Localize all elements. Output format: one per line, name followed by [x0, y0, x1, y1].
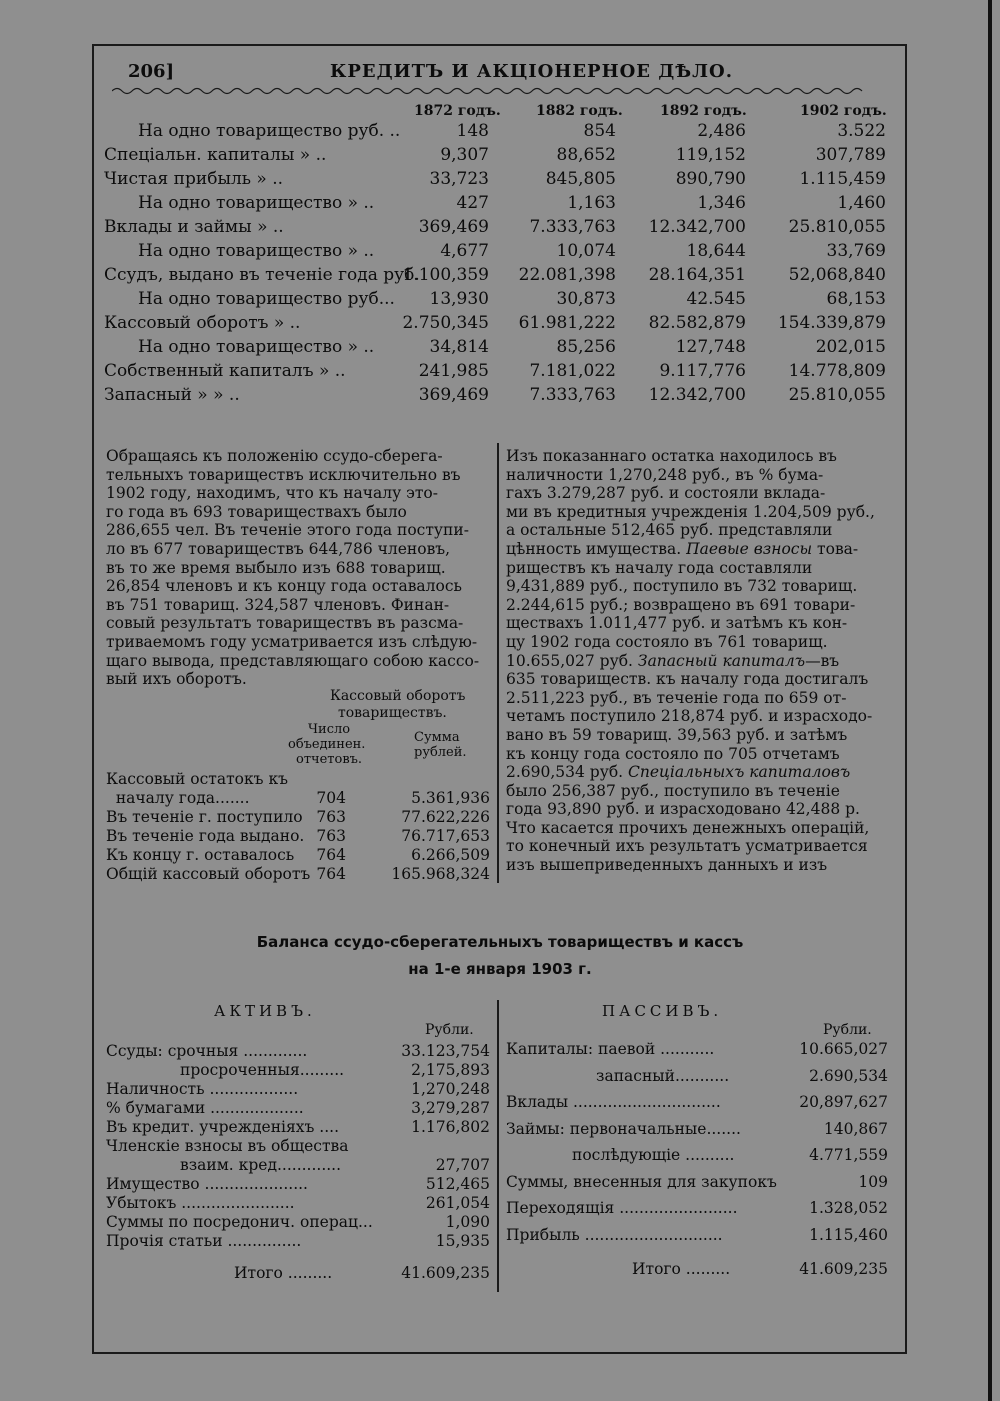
active-row-value: 1,270,248 [411, 1080, 490, 1098]
stats-cell: 52,068,840 [788, 265, 886, 285]
passive-total-value: 41.609,235 [799, 1260, 888, 1278]
right-text-segment: къ концу года состояло по 705 отчетамъ [506, 744, 840, 763]
right-text-line [506, 633, 891, 652]
passive-row-label: Прибыль ............................ [506, 1225, 723, 1244]
stats-cell: 427 [456, 193, 489, 213]
right-text-line [506, 745, 891, 764]
left-text-line: въ 751 товарищ. 324,587 членовъ. Финан- [106, 595, 450, 614]
right-text-line [506, 782, 891, 801]
active-row-value: 1,090 [445, 1213, 490, 1231]
active-row-value: 2,175,893 [411, 1061, 490, 1079]
cash-row-label: Общій кассовый оборотъ [106, 865, 311, 883]
year-header-1872: 1872 годъ. [414, 103, 501, 119]
year-header-1902: 1902 годъ. [800, 103, 887, 119]
right-text-line [506, 819, 891, 838]
cash-col1-h1: Число [308, 722, 351, 737]
stats-row [104, 313, 894, 337]
right-text-segment: ществахъ 1.011,477 руб. и затѣмъ къ кон- [506, 614, 848, 633]
active-row-label: Убытокъ ....................... [106, 1194, 295, 1212]
cash-row-count: 764 [316, 865, 346, 883]
stats-cell: 2,486 [697, 121, 746, 141]
passive-row-label: Суммы, внесенныя для закупокъ [506, 1172, 777, 1191]
stats-cell: 154.339,879 [777, 313, 886, 333]
active-unit: Рубли. [425, 1022, 474, 1038]
right-text-line [506, 726, 891, 745]
stats-cell: 3.522 [837, 121, 886, 141]
right-text-line [506, 503, 891, 522]
stats-row-label: На одно товарищество » .. [138, 193, 375, 213]
cash-row-sum: 6.266,509 [411, 846, 490, 864]
right-text-segment: 2.511,223 руб., въ теченіе года по 659 от- [506, 688, 847, 707]
active-total-value: 41.609,235 [401, 1264, 490, 1282]
stats-cell: 202,015 [815, 337, 886, 357]
stats-cell: 68,153 [826, 289, 886, 309]
stats-cell: 7.333,763 [529, 217, 616, 237]
active-row-label: взаим. кред............. [180, 1156, 342, 1174]
scan-edge [988, 0, 992, 1401]
stats-cell: 1.115,459 [799, 169, 886, 189]
cash-row-label: Кассовый остатокъ къ [106, 770, 289, 788]
stats-cell: 1,163 [567, 193, 616, 213]
right-text-segment: ми въ кредитныя учрежденія 1.204,509 руб., [506, 502, 875, 521]
column-divider [497, 443, 499, 883]
left-text-line: Обращаясь къ положенію ссудо-сберега- [106, 447, 443, 465]
right-text-line [506, 614, 891, 633]
stats-cell: 9,307 [440, 145, 489, 165]
cash-row-count: 764 [316, 846, 346, 864]
right-paragraph [506, 447, 891, 875]
stats-cell: 845,805 [545, 169, 616, 189]
stats-cell: 854 [583, 121, 616, 141]
stats-row [104, 121, 894, 145]
stats-row-label: Кассовый оборотъ » .. [104, 313, 301, 333]
stats-row [104, 241, 894, 265]
wavy-rule [112, 86, 887, 96]
stats-row-label: Собственный капиталъ » .. [104, 361, 346, 381]
active-row-label: Ссуды: срочныя ............. [106, 1042, 308, 1060]
stats-cell: 127,748 [675, 337, 746, 357]
left-text-line: щаго вывода, представляющаго собою кассо- [106, 651, 480, 670]
stats-cell: 28.164,351 [648, 265, 746, 285]
right-text-line [506, 707, 891, 726]
stats-row [104, 385, 894, 409]
stats-cell: 369,469 [418, 217, 489, 237]
year-header-1892: 1892 годъ. [660, 103, 747, 119]
passive-row-value: 1.328,052 [809, 1199, 888, 1217]
cash-row-sum: 165.968,324 [391, 865, 490, 883]
left-text-line: вый ихъ оборотъ. [106, 670, 247, 689]
cash-row-count: 763 [316, 808, 346, 826]
stats-cell: 88,652 [556, 145, 616, 165]
stats-cell: 25.810,055 [788, 217, 886, 237]
running-title: КРЕДИТЪ И АКЦІОНЕРНОЕ ДѢЛО. [330, 61, 733, 82]
cash-row-sum: 5.361,936 [411, 789, 490, 807]
balance-title-2: на 1-е января 1903 г. [408, 960, 592, 978]
right-text-segment: 2.244,615 руб.; возвращено въ 691 товари- [506, 595, 856, 614]
stats-cell: 307,789 [815, 145, 886, 165]
right-text-segment: наличности 1,270,248 руб., въ % бума- [506, 465, 824, 484]
passive-row-label: запасный........... [596, 1066, 730, 1085]
stats-cell: 2.750,345 [402, 313, 489, 333]
stats-cell: 12.342,700 [648, 385, 746, 405]
cash-col1-h2: объединен. [288, 737, 366, 752]
stats-cell: 82.582,879 [648, 313, 746, 333]
stats-cell: 1,346 [697, 193, 746, 213]
active-total-label: Итого ......... [234, 1264, 333, 1282]
balance-divider [497, 1000, 499, 1292]
stats-cell: 33,723 [429, 169, 489, 189]
right-text-segment: цѣнность имущества. [506, 539, 687, 558]
passive-row-label: послѣдующіе .......... [572, 1146, 735, 1164]
cash-title-1: Кассовый оборотъ [330, 688, 466, 704]
stats-cell: 1.100,359 [402, 265, 489, 285]
stats-row-label: Чистая прибыль » .. [104, 169, 284, 189]
stats-cell: 18,644 [686, 241, 746, 261]
cash-col1-h3: отчетовъ. [296, 752, 363, 767]
active-row-label: Наличность .................. [106, 1080, 299, 1098]
stats-cell: 4,677 [440, 241, 489, 261]
active-row-label: Прочія статьи ............... [106, 1232, 302, 1250]
active-heading: АКТИВЪ. [214, 1002, 316, 1020]
active-row-label: Суммы по посредонич. операц... [106, 1213, 373, 1231]
cash-row-label: началу года....... [106, 789, 250, 807]
stats-cell: 25.810,055 [788, 385, 886, 405]
stats-cell: 30,873 [556, 289, 616, 309]
right-text-segment: а остальные 512,465 руб. представляли [506, 521, 833, 540]
passive-row-label: Вклады .............................. [506, 1093, 721, 1111]
passive-row-value: 4.771,559 [809, 1146, 888, 1164]
right-text-segment: цу 1902 года состояло въ 761 товарищ. [506, 632, 828, 651]
cash-col2-h1: Сумма [414, 730, 460, 745]
stats-row [104, 337, 894, 361]
stats-row-label: Ссудъ, выдано въ теченіе года руб. [104, 265, 420, 285]
active-row-value: 3,279,287 [411, 1099, 490, 1117]
stats-cell: 7.333,763 [529, 385, 616, 405]
stats-cell: 33,769 [826, 241, 886, 261]
right-text-line [506, 521, 891, 540]
stats-cell: 13,930 [429, 289, 489, 309]
right-text-segment: Паевые взносы [686, 539, 813, 558]
left-text-line: 26,854 членовъ и къ концу года оставалось [106, 577, 462, 596]
cash-title-2: товариществъ. [338, 705, 447, 721]
left-text-line: совый результатъ товариществъ въ разсма- [106, 614, 464, 633]
active-row-value: 27,707 [435, 1156, 490, 1174]
cash-row-sum: 76.717,653 [401, 827, 490, 845]
cash-row-label: Къ концу г. оставалось [106, 846, 295, 864]
stats-cell: 1,460 [837, 193, 886, 213]
right-text-segment: риществъ къ началу года составляли [506, 558, 813, 577]
stats-row [104, 289, 894, 313]
stats-cell: 61.981,222 [518, 313, 616, 333]
active-row-label: % бумагами ................... [106, 1099, 304, 1117]
cash-row-count: 763 [316, 827, 346, 845]
stats-row [104, 169, 894, 193]
right-text-line [506, 559, 891, 578]
stats-row [104, 217, 894, 241]
cash-row-count: 704 [316, 789, 346, 807]
stats-cell: 34,814 [429, 337, 489, 357]
right-text-segment: 635 товариществ. къ началу года достигалъ [506, 670, 869, 689]
active-row-label: Имущество ..................... [106, 1175, 308, 1193]
active-row-label: Членскіе взносы въ общества [106, 1137, 349, 1155]
right-text-line [506, 540, 891, 559]
right-text-segment: то конечный ихъ результатъ усматривается [506, 837, 868, 856]
stats-cell: 14.778,809 [788, 361, 886, 381]
left-paragraph [106, 447, 491, 689]
active-row-value: 512,465 [425, 1175, 490, 1193]
right-text-segment: четамъ поступило 218,874 руб. и израсходо- [506, 707, 873, 726]
right-text-line [506, 856, 891, 875]
right-text-segment: 9,431,889 руб., поступило въ 732 товарищ. [506, 577, 858, 596]
right-text-line [506, 577, 891, 596]
stats-row-label: На одно товарищество руб... [138, 289, 395, 309]
passive-total-label: Итого ......... [632, 1260, 731, 1278]
right-text-segment: гахъ 3.279,287 руб. и состояли вклада- [506, 484, 826, 503]
stats-row-label: На одно товарищество » .. [138, 337, 375, 357]
left-text-line: тельныхъ товариществъ исключительно въ [106, 465, 461, 484]
cash-row-label: Въ теченіе года выдано. [106, 827, 305, 845]
right-text-line [506, 466, 891, 485]
right-text-line [506, 596, 891, 615]
right-text-line [506, 447, 891, 466]
active-row-label: просроченныя......... [180, 1061, 345, 1079]
stats-cell: 241,985 [418, 361, 489, 381]
stats-row [104, 193, 894, 217]
right-text-line [506, 670, 891, 689]
cash-row-label: Въ теченіе г. поступило [106, 808, 303, 826]
stats-row [104, 361, 894, 385]
stats-cell: 85,256 [556, 337, 616, 357]
stats-cell: 890,790 [675, 169, 746, 189]
stats-cell: 7.181,022 [529, 361, 616, 381]
right-text-segment: —въ [805, 651, 840, 670]
year-header-1882: 1882 годъ. [536, 103, 623, 119]
right-text-segment: было 256,387 руб., поступило въ теченіе [506, 781, 840, 800]
right-text-segment: Что касается прочихъ денежныхъ операцій, [506, 818, 870, 837]
stats-cell: 119,152 [675, 145, 746, 165]
right-text-line [506, 800, 891, 819]
passive-row-value: 10.665,027 [799, 1040, 888, 1058]
stats-row-label: На одно товарищество руб. .. [138, 121, 401, 141]
passive-heading: ПАССИВЪ. [602, 1002, 723, 1020]
passive-row-label: Займы: первоначальные....... [506, 1119, 741, 1138]
right-text-segment: това- [812, 539, 859, 558]
cash-col2-h2: рублей. [414, 745, 467, 760]
right-text-segment: года 93,890 руб. и израсходовано 42,488 р. [506, 800, 860, 819]
right-text-line [506, 652, 891, 671]
active-row-value: 33.123,754 [401, 1042, 490, 1060]
passive-row-value: 1.115,460 [809, 1225, 888, 1244]
stats-cell: 22.081,398 [518, 265, 616, 285]
stats-row [104, 265, 894, 289]
stats-row-label: На одно товарищество » .. [138, 241, 375, 261]
stats-cell: 148 [456, 121, 489, 141]
passive-row-value: 140,867 [823, 1119, 888, 1138]
passive-row-label: Капиталы: паевой ........... [506, 1040, 715, 1058]
active-row-value: 1.176,802 [411, 1118, 490, 1136]
passive-row-label: Переходящія ........................ [506, 1199, 738, 1217]
cash-row-sum: 77.622,226 [401, 808, 490, 826]
right-text-segment: Запасный капиталъ [637, 651, 806, 670]
passive-row-value: 2.690,534 [809, 1066, 888, 1085]
right-text-segment: изъ вышеприведенныхъ данныхъ и изъ [506, 856, 828, 875]
page-number: 206] [128, 61, 175, 82]
right-text-segment: вано въ 59 товарищ. 39,563 руб. и затѣмъ [506, 725, 848, 744]
right-text-segment: 2.690,534 руб. [506, 763, 629, 782]
left-text-line: ло въ 677 товариществъ 644,786 членовъ, [106, 539, 451, 558]
right-text-segment: Изъ показаннаго остатка находилось въ [506, 447, 837, 465]
stats-cell: 12.342,700 [648, 217, 746, 237]
stats-row-label: Вклады и займы » .. [104, 217, 284, 237]
left-text-line: 286,655 чел. Въ теченіе этого года поступи- [106, 521, 469, 540]
stats-row-label: Запасный » » .. [104, 385, 240, 405]
left-text-line: въ то же время выбыло изъ 688 товарищ. [106, 558, 446, 577]
right-text-segment: 10.655,027 руб. [506, 651, 638, 670]
stats-cell: 10,074 [556, 241, 616, 261]
right-text-line [506, 484, 891, 503]
stats-row-label: Спеціальн. капиталы » .. [104, 145, 327, 165]
stats-row [104, 145, 894, 169]
stats-cell: 42.545 [686, 289, 746, 309]
passive-row-value: 109 [858, 1172, 888, 1191]
stats-cell: 369,469 [418, 385, 489, 405]
left-text-line: 1902 году, находимъ, что къ началу это- [106, 484, 438, 503]
left-text-line: го года въ 693 товариществахъ было [106, 502, 407, 521]
passive-unit: Рубли. [823, 1022, 872, 1038]
right-text-line [506, 837, 891, 856]
right-text-line [506, 689, 891, 708]
active-row-label: Въ кредит. учрежденіяхъ .... [106, 1118, 340, 1136]
passive-row-value: 20,897,627 [799, 1093, 888, 1111]
active-row-value: 261,054 [425, 1194, 490, 1212]
balance-title-1: Баланса ссудо-сберегательныхъ товариществъ и кассъ [256, 933, 744, 951]
active-row-value: 15,935 [435, 1232, 490, 1250]
stats-cell: 9.117,776 [659, 361, 746, 381]
right-text-segment: Спеціальныхъ капиталовъ [628, 763, 851, 782]
right-text-line [506, 763, 891, 782]
left-text-line: триваемомъ году усматривается изъ слѣдую- [106, 632, 478, 651]
